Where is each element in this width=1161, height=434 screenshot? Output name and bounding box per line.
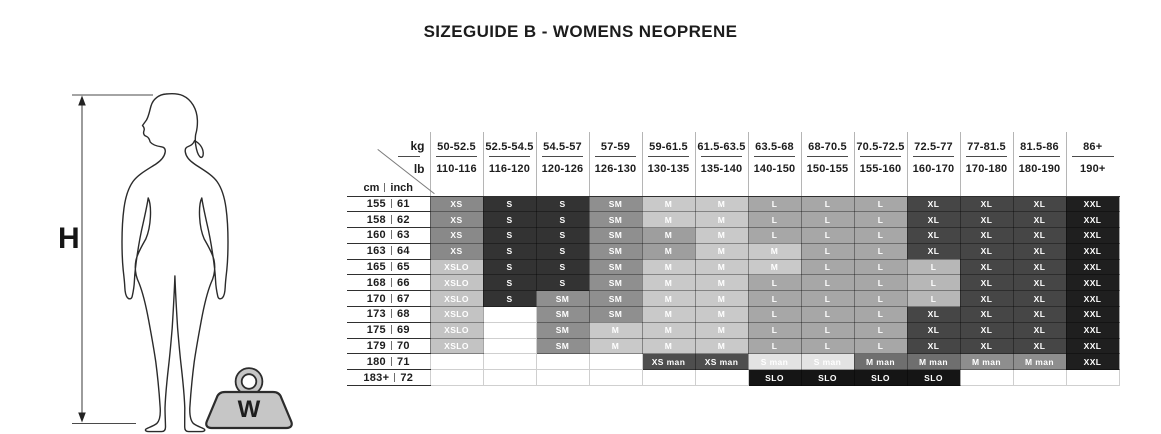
size-cell: L <box>854 243 907 259</box>
height-row-header: 165 65 <box>347 259 430 275</box>
size-cell: XSLO <box>430 259 483 275</box>
size-cell: XL <box>960 228 1013 244</box>
divider <box>384 183 385 192</box>
size-cell: XL <box>907 322 960 338</box>
size-cell: M <box>589 322 642 338</box>
size-cell: L <box>801 243 854 259</box>
size-cell: L <box>748 275 801 291</box>
weight-kg-header: 77-81.5 <box>960 132 1013 157</box>
size-cell: SLO <box>801 370 854 386</box>
size-cell: M <box>642 307 695 323</box>
table-row <box>347 196 1119 212</box>
size-cell: XL <box>960 307 1013 323</box>
height-row-header: 179 70 <box>347 338 430 354</box>
size-cell: L <box>907 291 960 307</box>
size-cell: SLO <box>748 370 801 386</box>
size-cell: L <box>748 322 801 338</box>
size-cell: XS man <box>642 354 695 370</box>
weight-kg-header: 63.5-68 <box>748 132 801 157</box>
size-cell-empty <box>589 354 642 370</box>
size-cell: L <box>801 322 854 338</box>
size-cell: M <box>748 259 801 275</box>
table-row <box>347 212 1119 228</box>
size-cell: SM <box>589 307 642 323</box>
size-cell: SM <box>589 228 642 244</box>
divider <box>391 278 392 287</box>
size-cell: S <box>536 275 589 291</box>
size-cell: L <box>748 291 801 307</box>
size-cell: L <box>854 259 907 275</box>
size-cell: XL <box>1013 196 1066 212</box>
header-spacer-cell <box>1013 180 1066 196</box>
size-cell: S <box>536 228 589 244</box>
weight-kg-header: 59-61.5 <box>642 132 695 157</box>
header-spacer-cell <box>483 180 536 196</box>
size-cell: M <box>642 243 695 259</box>
size-cell: M <box>642 291 695 307</box>
lb-unit-label: lb <box>413 161 425 176</box>
size-cell: SM <box>536 338 589 354</box>
header-spacer-cell <box>748 180 801 196</box>
size-cell: SM <box>536 291 589 307</box>
size-cell: XL <box>1013 291 1066 307</box>
size-cell: M <box>695 291 748 307</box>
size-cell: XXL <box>1066 196 1119 212</box>
size-cell: L <box>854 196 907 212</box>
size-cell: XL <box>960 212 1013 228</box>
size-cell: M <box>642 322 695 338</box>
divider <box>394 373 395 382</box>
size-cell: XL <box>1013 322 1066 338</box>
size-cell: XL <box>960 259 1013 275</box>
divider <box>391 215 392 224</box>
size-cell: M <box>642 275 695 291</box>
kg-unit-label: kg <box>347 132 430 157</box>
size-cell: L <box>854 291 907 307</box>
weight-kg-header: 57-59 <box>589 132 642 157</box>
height-row-header: 158 62 <box>347 212 430 228</box>
weight-kg-header: 68-70.5 <box>801 132 854 157</box>
table-row <box>347 243 1119 259</box>
height-row-header: 160 63 <box>347 228 430 244</box>
size-cell: XS <box>430 243 483 259</box>
size-cell-empty <box>642 370 695 386</box>
table-row <box>347 228 1119 244</box>
size-cell: L <box>748 307 801 323</box>
size-cell-empty <box>1066 370 1119 386</box>
size-cell: XSLO <box>430 291 483 307</box>
size-cell: L <box>801 307 854 323</box>
header-spacer-cell <box>642 180 695 196</box>
size-cell: XL <box>1013 338 1066 354</box>
size-cell-empty <box>483 354 536 370</box>
header-spacer-cell <box>536 180 589 196</box>
height-row-header: 163 64 <box>347 243 430 259</box>
size-cell: S <box>483 259 536 275</box>
size-cell: SM <box>589 243 642 259</box>
size-cell: M <box>642 338 695 354</box>
size-cell: XL <box>1013 212 1066 228</box>
size-cell: S <box>483 243 536 259</box>
divider <box>391 325 392 334</box>
size-cell: XSLO <box>430 322 483 338</box>
woman-silhouette-icon <box>122 94 228 432</box>
size-cell: L <box>801 291 854 307</box>
size-cell: L <box>801 275 854 291</box>
size-cell-empty <box>1013 370 1066 386</box>
size-cell: M <box>748 243 801 259</box>
table-row <box>347 307 1119 323</box>
size-cell: XS man <box>695 354 748 370</box>
size-cell: SM <box>589 275 642 291</box>
size-cell: L <box>854 338 907 354</box>
weight-lb-header: 150-155 <box>801 157 854 180</box>
size-cell: S man <box>801 354 854 370</box>
size-cell: XSLO <box>430 275 483 291</box>
size-cell: XSLO <box>430 338 483 354</box>
weight-lb-header: 110-116 <box>430 157 483 180</box>
size-cell-empty <box>430 354 483 370</box>
height-row-header: 175 69 <box>347 322 430 338</box>
lb-header-row <box>347 157 1119 180</box>
size-cell-empty <box>536 354 589 370</box>
size-cell: XSLO <box>430 307 483 323</box>
size-cell: XXL <box>1066 338 1119 354</box>
size-cell: XL <box>1013 307 1066 323</box>
figure-graphic <box>60 90 320 434</box>
size-cell: M <box>695 307 748 323</box>
table-row <box>347 322 1119 338</box>
size-cell-empty <box>536 370 589 386</box>
size-cell: XXL <box>1066 243 1119 259</box>
size-cell: XS <box>430 212 483 228</box>
size-cell: M <box>695 243 748 259</box>
header-spacer-cell <box>960 180 1013 196</box>
height-weight-figure <box>60 90 320 434</box>
size-cell: XL <box>1013 243 1066 259</box>
size-cell: XL <box>907 338 960 354</box>
header-spacer-cell <box>907 180 960 196</box>
weight-kg-header: 52.5-54.5 <box>483 132 536 157</box>
size-cell: M man <box>960 354 1013 370</box>
size-cell-empty <box>430 370 483 386</box>
kg-header-row <box>347 132 1119 157</box>
size-cell: L <box>748 228 801 244</box>
size-cell: S <box>536 259 589 275</box>
size-cell: XL <box>960 338 1013 354</box>
size-cell: SLO <box>907 370 960 386</box>
weight-kg-header: 70.5-72.5 <box>854 132 907 157</box>
size-cell: XL <box>960 243 1013 259</box>
size-cell: S <box>483 196 536 212</box>
size-cell: M <box>695 338 748 354</box>
size-cell: M <box>695 228 748 244</box>
size-cell: S <box>483 212 536 228</box>
size-cell: L <box>854 228 907 244</box>
size-cell: M man <box>854 354 907 370</box>
size-cell: SM <box>589 291 642 307</box>
size-cell: XL <box>907 243 960 259</box>
size-cell: L <box>907 259 960 275</box>
size-cell: SM <box>589 259 642 275</box>
height-row-header: 180 71 <box>347 354 430 370</box>
weight-kg-header: 72.5-77 <box>907 132 960 157</box>
size-cell: L <box>801 338 854 354</box>
size-cell: XL <box>907 228 960 244</box>
table-row <box>347 338 1119 354</box>
size-cell: M <box>589 338 642 354</box>
weight-kg-header: 54.5-57 <box>536 132 589 157</box>
size-cell-empty <box>960 370 1013 386</box>
divider <box>391 309 392 318</box>
size-cell-empty <box>483 322 536 338</box>
size-cell: L <box>854 322 907 338</box>
size-cell: S <box>536 212 589 228</box>
size-cell: XXL <box>1066 228 1119 244</box>
size-cell: XL <box>907 196 960 212</box>
size-cell: SM <box>589 196 642 212</box>
size-cell: XL <box>907 307 960 323</box>
size-cell: S man <box>748 354 801 370</box>
weight-lb-header: 160-170 <box>907 157 960 180</box>
size-cell: L <box>907 275 960 291</box>
size-cell: M <box>695 212 748 228</box>
size-cell: L <box>854 307 907 323</box>
size-cell: M man <box>1013 354 1066 370</box>
size-cell: SLO <box>854 370 907 386</box>
size-cell: L <box>801 212 854 228</box>
header-spacer-cell <box>854 180 907 196</box>
size-cell: M <box>695 196 748 212</box>
height-row-header: 170 67 <box>347 291 430 307</box>
weight-lb-header: 140-150 <box>748 157 801 180</box>
size-cell: XL <box>1013 259 1066 275</box>
size-cell: XXL <box>1066 322 1119 338</box>
divider <box>391 230 392 239</box>
size-cell: M <box>642 196 695 212</box>
weight-lb-header: 116-120 <box>483 157 536 180</box>
size-cell: XXL <box>1066 354 1119 370</box>
size-cell: L <box>854 212 907 228</box>
size-cell: XL <box>960 291 1013 307</box>
weight-lb-header: 190+ <box>1066 157 1119 180</box>
header-spacer-cell <box>1066 180 1119 196</box>
size-cell: SM <box>536 322 589 338</box>
size-cell: SM <box>536 307 589 323</box>
size-cell: XL <box>960 275 1013 291</box>
size-cell-empty <box>483 370 536 386</box>
weight-kg-header: 50-52.5 <box>430 132 483 157</box>
size-cell: XL <box>1013 228 1066 244</box>
size-cell: L <box>801 259 854 275</box>
height-label: H <box>58 222 80 255</box>
size-cell: XXL <box>1066 275 1119 291</box>
size-cell: M man <box>907 354 960 370</box>
size-cell: XL <box>960 322 1013 338</box>
table-row <box>347 354 1119 370</box>
divider <box>391 262 392 271</box>
size-cell: L <box>748 338 801 354</box>
weight-lb-header: 126-130 <box>589 157 642 180</box>
size-cell-empty <box>483 307 536 323</box>
cm-inch-unit-label: cm inch <box>347 180 430 196</box>
table-row <box>347 291 1119 307</box>
size-cell: M <box>695 322 748 338</box>
size-cell: XL <box>907 212 960 228</box>
table-row <box>347 370 1119 386</box>
size-cell: XS <box>430 228 483 244</box>
weight-kg-header: 81.5-86 <box>1013 132 1066 157</box>
cm-inch-header-row <box>347 180 1119 196</box>
size-cell: XXL <box>1066 307 1119 323</box>
weight-lb-header: 170-180 <box>960 157 1013 180</box>
size-cell: S <box>483 275 536 291</box>
size-cell: L <box>801 196 854 212</box>
size-cell: XXL <box>1066 259 1119 275</box>
divider <box>391 294 392 303</box>
size-cell-empty <box>589 370 642 386</box>
size-cell: L <box>748 212 801 228</box>
size-cell: SM <box>589 212 642 228</box>
height-row-header: 183+ 72 <box>347 370 430 386</box>
size-cell: S <box>483 228 536 244</box>
table-row <box>347 275 1119 291</box>
weight-label: W <box>237 396 261 423</box>
size-cell: L <box>854 275 907 291</box>
size-cell: XL <box>960 196 1013 212</box>
size-cell: M <box>642 212 695 228</box>
weight-lb-header: 135-140 <box>695 157 748 180</box>
header-spacer-cell <box>801 180 854 196</box>
size-cell-empty <box>483 338 536 354</box>
weight-kg-header: 86+ <box>1066 132 1119 157</box>
header-spacer-cell <box>695 180 748 196</box>
height-row-header: 155 61 <box>347 196 430 212</box>
sizeguide-table <box>347 132 1120 386</box>
weight-lb-header: 155-160 <box>854 157 907 180</box>
size-cell: M <box>642 228 695 244</box>
size-cell: XXL <box>1066 212 1119 228</box>
size-cell: S <box>536 243 589 259</box>
table-row <box>347 259 1119 275</box>
header-spacer-cell <box>589 180 642 196</box>
weight-lb-header: 180-190 <box>1013 157 1066 180</box>
size-cell: XL <box>1013 275 1066 291</box>
size-cell: XS <box>430 196 483 212</box>
divider <box>391 341 392 350</box>
weight-lb-header: 120-126 <box>536 157 589 180</box>
height-row-header: 168 66 <box>347 275 430 291</box>
size-cell: M <box>695 259 748 275</box>
size-cell-empty <box>695 370 748 386</box>
divider <box>391 246 392 255</box>
height-row-header: 173 68 <box>347 307 430 323</box>
divider <box>391 357 392 366</box>
size-cell: M <box>695 275 748 291</box>
size-cell: L <box>801 228 854 244</box>
size-cell: XXL <box>1066 291 1119 307</box>
weight-kg-header: 61.5-63.5 <box>695 132 748 157</box>
size-cell: M <box>642 259 695 275</box>
page-title: SIZEGUIDE B - WOMENS NEOPRENE <box>423 22 738 41</box>
size-cell: S <box>536 196 589 212</box>
weight-lb-header: 130-135 <box>642 157 695 180</box>
size-cell: S <box>483 291 536 307</box>
size-cell: L <box>748 196 801 212</box>
header-spacer-cell <box>430 180 483 196</box>
divider <box>391 199 392 208</box>
